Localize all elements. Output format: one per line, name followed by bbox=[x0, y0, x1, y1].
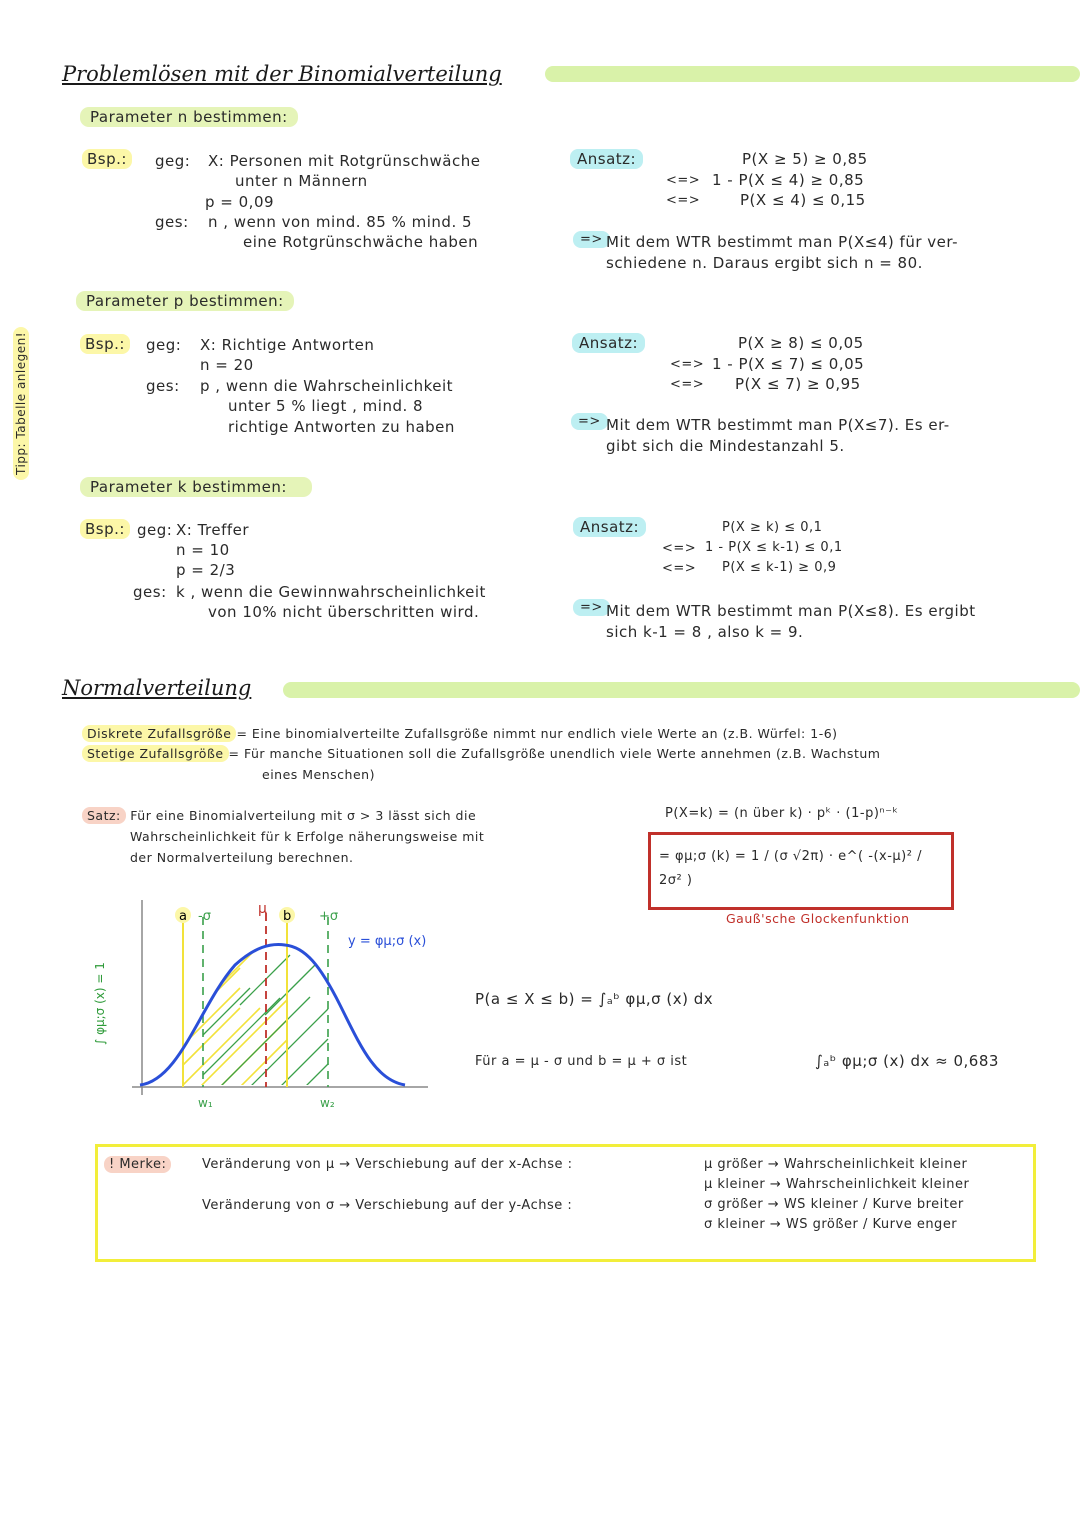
side-tip bbox=[10, 327, 29, 480]
result-integral: ∫ₐᵇ φμ;σ (x) dx ≈ 0,683 bbox=[815, 1052, 999, 1070]
title-bar-decoration bbox=[545, 66, 1080, 82]
heading-parameter-k bbox=[80, 478, 312, 496]
fuer-text: Für a = μ - σ und b = μ + σ ist bbox=[475, 1054, 688, 1069]
result-line2-n: schiedene n. Daraus ergibt sich n = 80. bbox=[606, 254, 923, 272]
diskret-text: = Eine binomialverteilte Zufallsgröße nimmt nur endlich viele Werte an (z.B. Würfel: 1-6) bbox=[236, 726, 838, 741]
merke-label bbox=[104, 1157, 171, 1172]
stetig-text2: eines Menschen) bbox=[262, 767, 375, 782]
ges-line1-k: k , wenn die Gewinnwahrscheinlichkeit bbox=[176, 583, 486, 601]
equiv-k-1: <=> bbox=[662, 541, 697, 556]
heading-parameter-p bbox=[76, 292, 294, 310]
arrow-text: => bbox=[573, 599, 610, 616]
bsp-text: Bsp.: bbox=[80, 334, 130, 354]
ges-line2-k: von 10% nicht überschritten wird. bbox=[208, 603, 480, 621]
geg-line3-n: p = 0,09 bbox=[205, 193, 275, 211]
geg-line1-n: X: Personen mit Rotgrünschwäche bbox=[208, 152, 481, 170]
ansatz-line3-n: P(X ≤ 4) ≤ 0,15 bbox=[740, 191, 866, 209]
ansatz-line3-p: P(X ≤ 7) ≥ 0,95 bbox=[735, 375, 861, 393]
diskret-line bbox=[82, 726, 838, 741]
merke-r3: σ größer → WS kleiner / Kurve breiter bbox=[704, 1197, 964, 1212]
arrow-text: => bbox=[573, 231, 610, 248]
ansatz-line2-n: 1 - P(X ≤ 4) ≥ 0,85 bbox=[712, 171, 865, 189]
side-tip-text: Tipp: Tabelle anlegen! bbox=[13, 327, 29, 480]
geg-label-n: geg: bbox=[155, 152, 191, 170]
normal-bar-decoration bbox=[283, 682, 1080, 698]
heading-parameter-k-text: Parameter k bestimmen: bbox=[80, 477, 312, 497]
stetig-text: = Für manche Situationen soll die Zufallsgröße unendlich viele Werte annehmen (z.B. Wachstum bbox=[228, 746, 881, 761]
geg-label-p: geg: bbox=[146, 336, 182, 354]
graph-label-mu: μ bbox=[258, 901, 267, 917]
ansatz-label-n bbox=[570, 150, 643, 168]
result-line1-k: Mit dem WTR bestimmt man P(X≤8). Es ergibt bbox=[606, 602, 976, 620]
ansatz-line3-k: P(X ≤ k-1) ≥ 0,9 bbox=[722, 560, 837, 575]
ansatz-line1-k: P(X ≥ k) ≤ 0,1 bbox=[722, 520, 823, 535]
ges-label-p: ges: bbox=[146, 377, 180, 395]
geg-line2-k: n = 10 bbox=[176, 541, 230, 559]
ansatz-line2-p: 1 - P(X ≤ 7) ≤ 0,05 bbox=[712, 355, 865, 373]
binom-formula: P(X=k) = (n über k) · pᵏ · (1-p)ⁿ⁻ᵏ bbox=[665, 806, 899, 821]
arrow-p bbox=[571, 414, 608, 429]
geg-line2-p: n = 20 bbox=[200, 356, 254, 374]
section-title-normal: Normalverteilung bbox=[62, 676, 252, 700]
geg-line3-k: p = 2/3 bbox=[176, 561, 236, 579]
ges-label-k: ges: bbox=[133, 583, 167, 601]
gauss-formula: = φμ;σ (k) = 1 / (σ √2π) · e^( -(x-μ)² / 2σ² ) bbox=[659, 849, 922, 888]
geg-label-k: geg: bbox=[137, 521, 173, 539]
ansatz-line2-k: 1 - P(X ≤ k-1) ≤ 0,1 bbox=[705, 540, 843, 555]
heading-parameter-p-text: Parameter p bestimmen: bbox=[76, 291, 294, 311]
stetig-term: Stetige Zufallsgröße bbox=[82, 745, 229, 762]
geg-line2-n: unter n Männern bbox=[235, 172, 368, 190]
arrow-k bbox=[573, 600, 610, 615]
merke-label-text: ! Merke: bbox=[104, 1156, 171, 1173]
merke-r4: σ kleiner → WS größer / Kurve enger bbox=[704, 1217, 958, 1232]
gauss-caption: Gauß'sche Glockenfunktion bbox=[726, 911, 910, 926]
bsp-label-k bbox=[80, 520, 130, 538]
arrow-n bbox=[573, 232, 610, 247]
heading-parameter-n bbox=[80, 108, 298, 126]
graph-label-plus-sigma: +σ bbox=[319, 909, 339, 924]
ansatz-text: Ansatz: bbox=[572, 333, 645, 353]
ges-line1-p: p , wenn die Wahrscheinlichkeit bbox=[200, 377, 454, 395]
gauss-formula-box bbox=[648, 832, 954, 910]
equiv-n-1: <=> bbox=[666, 173, 701, 188]
satz-label: Satz: bbox=[82, 807, 126, 824]
graph-curve-label: y = φμ;σ (x) bbox=[348, 934, 427, 949]
graph-label-minus-sigma: -σ bbox=[198, 909, 211, 924]
geg-line1-k: X: Treffer bbox=[176, 521, 250, 539]
bsp-label-n bbox=[82, 150, 132, 168]
result-line2-k: sich k-1 = 8 , also k = 9. bbox=[606, 623, 804, 641]
equiv-n-2: <=> bbox=[666, 193, 701, 208]
graph-label-b: b bbox=[283, 909, 292, 924]
satz-line3: der Normalverteilung berechnen. bbox=[130, 850, 354, 865]
normal-distribution-graph bbox=[70, 895, 450, 1120]
ges-line1-n: n , wenn von mind. 85 % mind. 5 bbox=[208, 213, 473, 231]
merke-line2: Veränderung von σ → Verschiebung auf der y-Achse : bbox=[202, 1198, 573, 1213]
ansatz-line1-n: P(X ≥ 5) ≥ 0,85 bbox=[742, 150, 868, 168]
merke-r2: μ kleiner → Wahrscheinlichkeit kleiner bbox=[704, 1177, 970, 1192]
bsp-text: Bsp.: bbox=[82, 149, 132, 169]
bsp-label-p bbox=[80, 335, 130, 353]
result-line2-p: gibt sich die Mindestanzahl 5. bbox=[606, 437, 845, 455]
ges-label-n: ges: bbox=[155, 213, 189, 231]
equiv-p-1: <=> bbox=[670, 357, 705, 372]
page-title: Problemlösen mit der Binomialverteilung bbox=[62, 62, 502, 86]
graph-w1: w₁ bbox=[198, 1096, 213, 1110]
ansatz-label-p bbox=[572, 334, 645, 352]
arrow-text: => bbox=[571, 413, 608, 430]
stetig-line bbox=[82, 746, 880, 761]
satz-text1: Für eine Binomialverteilung mit σ > 3 lässt sich die bbox=[130, 808, 477, 823]
graph-label-a: a bbox=[179, 909, 187, 924]
graph-w2: w₂ bbox=[320, 1096, 335, 1110]
ansatz-line1-p: P(X ≥ 8) ≤ 0,05 bbox=[738, 334, 864, 352]
ansatz-label-k bbox=[573, 518, 646, 536]
satz-line1 bbox=[82, 808, 476, 823]
ges-line3-p: richtige Antworten zu haben bbox=[228, 418, 455, 436]
ges-line2-p: unter 5 % liegt , mind. 8 bbox=[228, 397, 424, 415]
result-line1-p: Mit dem WTR bestimmt man P(X≤7). Es er- bbox=[606, 416, 950, 434]
satz-line2: Wahrscheinlichkeit für k Erfolge näherungsweise mit bbox=[130, 829, 485, 844]
result-line1-n: Mit dem WTR bestimmt man P(X≤4) für ver- bbox=[606, 233, 958, 251]
equiv-p-2: <=> bbox=[670, 377, 705, 392]
geg-line1-p: X: Richtige Antworten bbox=[200, 336, 375, 354]
side-integral: ∫ φμ;σ (x) = 1 bbox=[93, 962, 107, 1045]
integral-formula: P(a ≤ X ≤ b) = ∫ₐᵇ φμ,σ (x) dx bbox=[475, 990, 714, 1008]
ges-line2-n: eine Rotgrünschwäche haben bbox=[243, 233, 479, 251]
ansatz-text: Ansatz: bbox=[570, 149, 643, 169]
diskret-term: Diskrete Zufallsgröße bbox=[82, 725, 236, 742]
equiv-k-2: <=> bbox=[662, 561, 697, 576]
heading-parameter-n-text: Parameter n bestimmen: bbox=[80, 107, 298, 127]
merke-r1: μ größer → Wahrscheinlichkeit kleiner bbox=[704, 1157, 968, 1172]
bsp-text: Bsp.: bbox=[80, 519, 130, 539]
ansatz-text: Ansatz: bbox=[573, 517, 646, 537]
merke-line1: Veränderung von μ → Verschiebung auf der x-Achse : bbox=[202, 1157, 573, 1172]
